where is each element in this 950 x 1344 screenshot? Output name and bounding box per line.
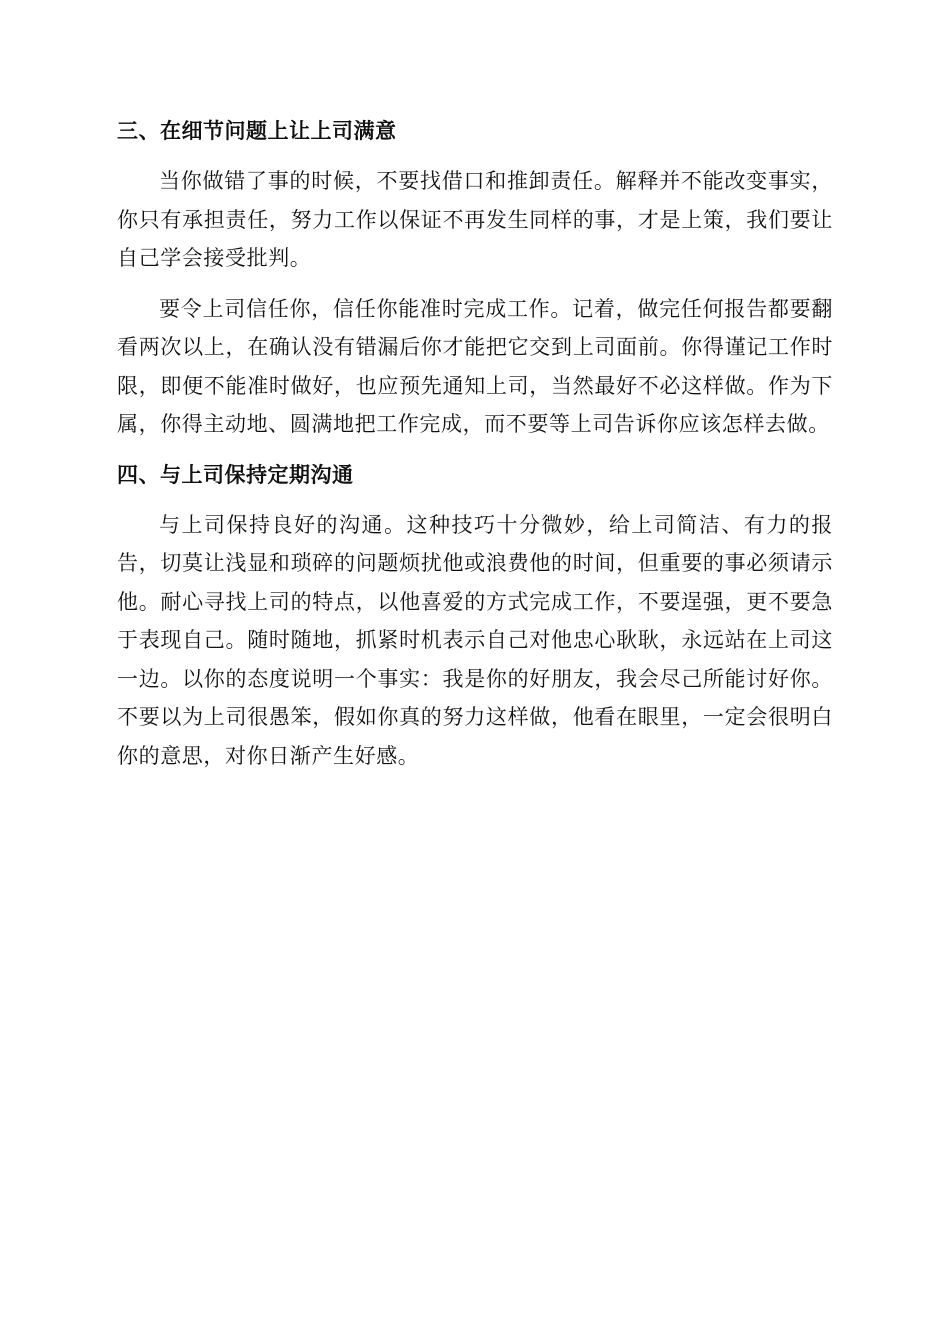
section-4-paragraph-1: 与上司保持良好的沟通。这种技巧十分微妙，给上司简洁、有力的报告，切莫让浅显和琐碎的问题烦扰他或浪费他的时间，但重要的事必须请示他。耐心寻找上司的特点，以他喜爱的方式完成工作，不要逞强，更不要急于表现自己。随时随地，抓紧时机表示自己对他忠心耿耿，永远站在上司这一边。以你的态度说明一个事实：我是你的好朋友，我会尽己所能讨好你。不要以为上司很愚笨，假如你真的努力这样做，他看在眼里，一定会很明白你的意思，对你日渐产生好感。: [117, 512, 833, 768]
section-3-paragraph-2: 要令上司信任你，信任你能准时完成工作。记着，做完任何报告都要翻看两次以上，在确认没有错漏后你才能把它交到上司面前。你得谨记工作时限，即便不能准时做好，也应预先通知上司，当然最好不必这样做。作为下属，你得主动地、圆满地把工作完成，而不要等上司告诉你应该怎样去做。: [117, 296, 833, 436]
section-3-paragraph-1: 当你做错了事的时候，不要找借口和推卸责任。解释并不能改变事实，你只有承担责任，努力工作以保证不再发生同样的事，才是上策，我们要让自己学会接受批判。: [117, 169, 833, 270]
document-body: [117, 112, 833, 775]
section-heading-3: 三、在细节问题上让上司满意: [117, 119, 397, 143]
section-heading-4: 四、与上司保持定期沟通: [117, 462, 354, 487]
